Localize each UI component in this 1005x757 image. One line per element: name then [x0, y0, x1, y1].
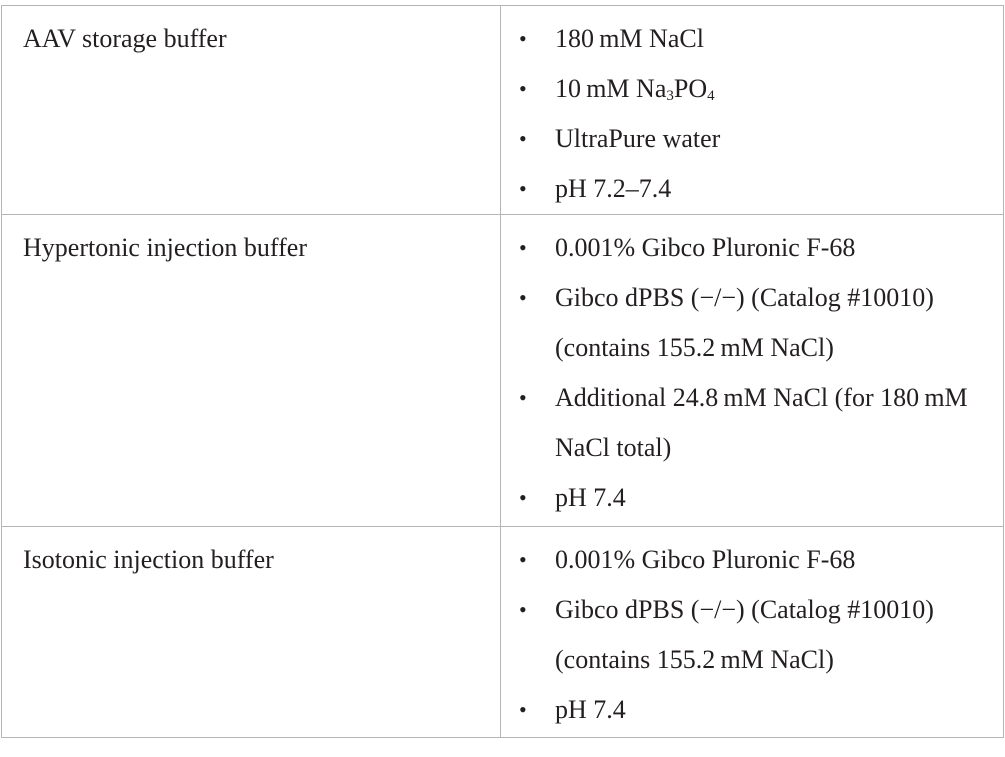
buffer-name: AAV storage buffer [23, 24, 227, 53]
table-row [2, 6, 1004, 215]
component-item [501, 114, 1003, 164]
text-segment: Gibco dPBS (−/−) (Catalog #10010) (contains 155.2 mM NaCl) [555, 283, 934, 362]
component-text [555, 595, 934, 674]
buffer-components-cell [501, 527, 1004, 738]
subscript-text: 3 [666, 88, 674, 104]
component-item [501, 585, 1003, 685]
text-segment: pH 7.2–7.4 [555, 174, 672, 203]
component-text [555, 24, 704, 53]
bullet-icon: • [519, 385, 527, 410]
component-item [501, 273, 1003, 373]
component-text [555, 233, 855, 262]
component-list [501, 535, 1003, 735]
bullet-icon: • [519, 697, 527, 722]
bullet-icon: • [519, 547, 527, 572]
text-segment: PO [673, 74, 708, 103]
buffer-name-cell [2, 527, 501, 738]
component-list [501, 14, 1003, 214]
component-item [501, 223, 1003, 273]
bullet-icon: • [519, 76, 527, 101]
table-row [2, 215, 1004, 527]
component-text [555, 174, 671, 203]
bullet-icon: • [519, 285, 527, 310]
text-segment: Additional 24.8 mM NaCl (for 180 mM NaCl total) [555, 383, 968, 462]
buffer-name: Hypertonic injection buffer [23, 233, 307, 262]
component-text [555, 483, 626, 512]
buffer-components-cell [501, 6, 1004, 215]
component-list [501, 223, 1003, 523]
component-item [501, 373, 1003, 473]
buffer-name-cell [2, 215, 501, 527]
component-item [501, 685, 1003, 735]
bullet-icon: • [519, 597, 527, 622]
component-text [555, 695, 626, 724]
component-item [501, 14, 1003, 64]
text-segment: 180 mM NaCl [555, 24, 704, 53]
text-segment: 0.001% Gibco Pluronic F-68 [555, 545, 856, 574]
component-text [555, 74, 715, 103]
component-item [501, 473, 1003, 523]
bullet-icon: • [519, 126, 527, 151]
text-segment: Gibco dPBS (−/−) (Catalog #10010) (contains 155.2 mM NaCl) [555, 595, 934, 674]
bullet-icon: • [519, 235, 527, 260]
component-item [501, 535, 1003, 585]
text-segment: pH 7.4 [555, 695, 626, 724]
component-text [555, 283, 934, 362]
component-text [555, 124, 720, 153]
bullet-icon: • [519, 26, 527, 51]
text-segment: 0.001% Gibco Pluronic F-68 [555, 233, 856, 262]
component-item [501, 164, 1003, 214]
buffer-name: Isotonic injection buffer [23, 545, 274, 574]
table-row [2, 527, 1004, 738]
text-segment: 10 mM Na [555, 74, 667, 103]
bullet-icon: • [519, 485, 527, 510]
subscript-text: 4 [707, 88, 715, 104]
bullet-icon: • [519, 176, 527, 201]
component-text [555, 383, 968, 462]
buffer-composition-table [1, 5, 1004, 738]
buffer-components-cell [501, 215, 1004, 527]
component-text [555, 545, 855, 574]
text-segment: UltraPure water [555, 124, 721, 153]
text-segment: pH 7.4 [555, 483, 626, 512]
component-item [501, 64, 1003, 114]
buffer-name-cell [2, 6, 501, 215]
